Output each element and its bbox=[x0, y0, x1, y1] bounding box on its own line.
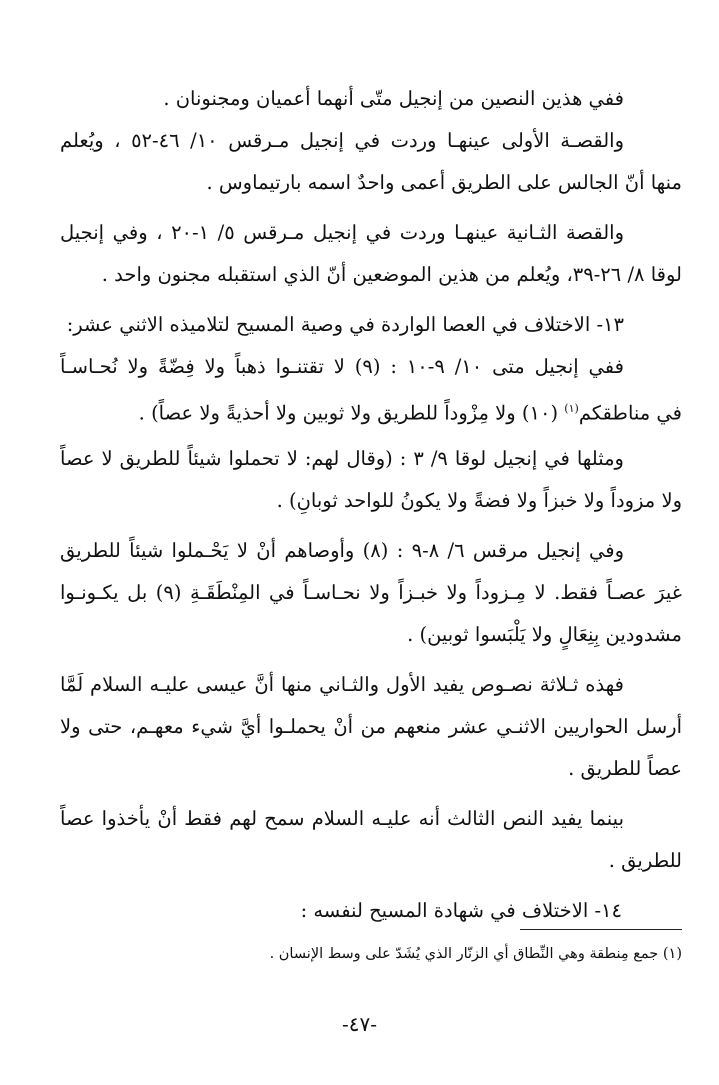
text-line: عصاً للطريق . bbox=[568, 757, 682, 780]
text-line: وفي إنجيل مرقس ٦/ ٨-٩ : (٨) وأوصاهم أنْ لا يَحْـملوا شيئاً للطريق bbox=[60, 539, 625, 562]
text-line: منها أنّ الجالس على الطريق أعمى واحدٌ اسمه بارتيماوس . bbox=[206, 171, 682, 194]
text-line: ومثلها في إنجيل لوقا ٩/ ٣ : (وقال لهم: لا تحملوا شيئاً للطريق لا عصاً bbox=[60, 447, 624, 470]
text-line: والقصة الثـانية عينهـا وردت في إنجيل مـرقس ٥/ ١-٢٠ ، وفي إنجيل bbox=[60, 221, 624, 244]
footnote: (١) جمع مِنطقة وهي النِّطاق أي الزنّار الذي يُشَدّ على وسط الإنسان . bbox=[269, 946, 682, 962]
text-line: أرسل الحواريين الاثنـي عشر منعهم من أنْ يحملـوا أيَّ شيء معهـم، حتى ولا bbox=[60, 715, 682, 738]
text-line bbox=[60, 388, 682, 430]
text-fragment: في مناطقكم bbox=[578, 401, 682, 425]
text-line: فهذه ثـلاثة نصـوص يفيد الأول والثـاني منها أنَّ عيسى عليـه السلام لَمَّا bbox=[60, 673, 624, 696]
footnote-marker: (١) bbox=[564, 402, 579, 415]
section-heading: ١٣- الاختلاف في العصا الواردة في وصية المسيح لتلاميذه الاثني عشر: bbox=[66, 313, 624, 336]
text-line: مشدودين بِنِعَالٍ ولا يَلْبَسوا ثوبين) . bbox=[407, 623, 682, 646]
text-line: ولا مزوداً ولا خبزاً ولا فضةً ولا يكونُ للواحد ثوبانِ) . bbox=[276, 489, 682, 512]
page-number: -٤٧- bbox=[341, 1012, 377, 1036]
text-line: لوقا ٨/ ٢٦-٣٩، ويُعلم من هذين الموضعين أنّ الذي استقبله مجنون واحد . bbox=[101, 263, 682, 286]
text-line: والقصـة الأولى عينهـا وردت في إنجيل مـرقس ١٠/ ٤٦-٥٢ ، ويُعلم bbox=[60, 129, 624, 152]
text-fragment: (١٠) ولا مِزْوداً للطريق ولا ثوبين ولا أحذيةً ولا عصاً) . bbox=[138, 401, 565, 425]
text-line: ففي إنجيل متى ١٠/ ٩-١٠ : (٩) لا تقتنـوا ذهباً ولا فِضّةً ولا نُحـاسـاً bbox=[60, 355, 624, 378]
footnote-divider bbox=[520, 929, 682, 930]
section-heading: ١٤- الاختلاف في شهادة المسيح لنفسه : bbox=[300, 899, 622, 922]
text-line: ففي هذين النصين من إنجيل متّى أنهما أعميان ومجنونان . bbox=[163, 87, 624, 110]
page-body bbox=[60, 78, 682, 932]
text-line: بينما يفيد النص الثالث أنه عليـه السلام سمح لهم فقط أنْ يأخذوا عصاً bbox=[60, 807, 624, 830]
text-line: للطريق . bbox=[608, 849, 682, 872]
text-line: غيرَ عصـاً فقط. لا مِـزوداً ولا خبـزاً ولا نحـاسـاً في المِنْطَقَـةِ (٩) بل يكـونـوا bbox=[60, 581, 682, 604]
